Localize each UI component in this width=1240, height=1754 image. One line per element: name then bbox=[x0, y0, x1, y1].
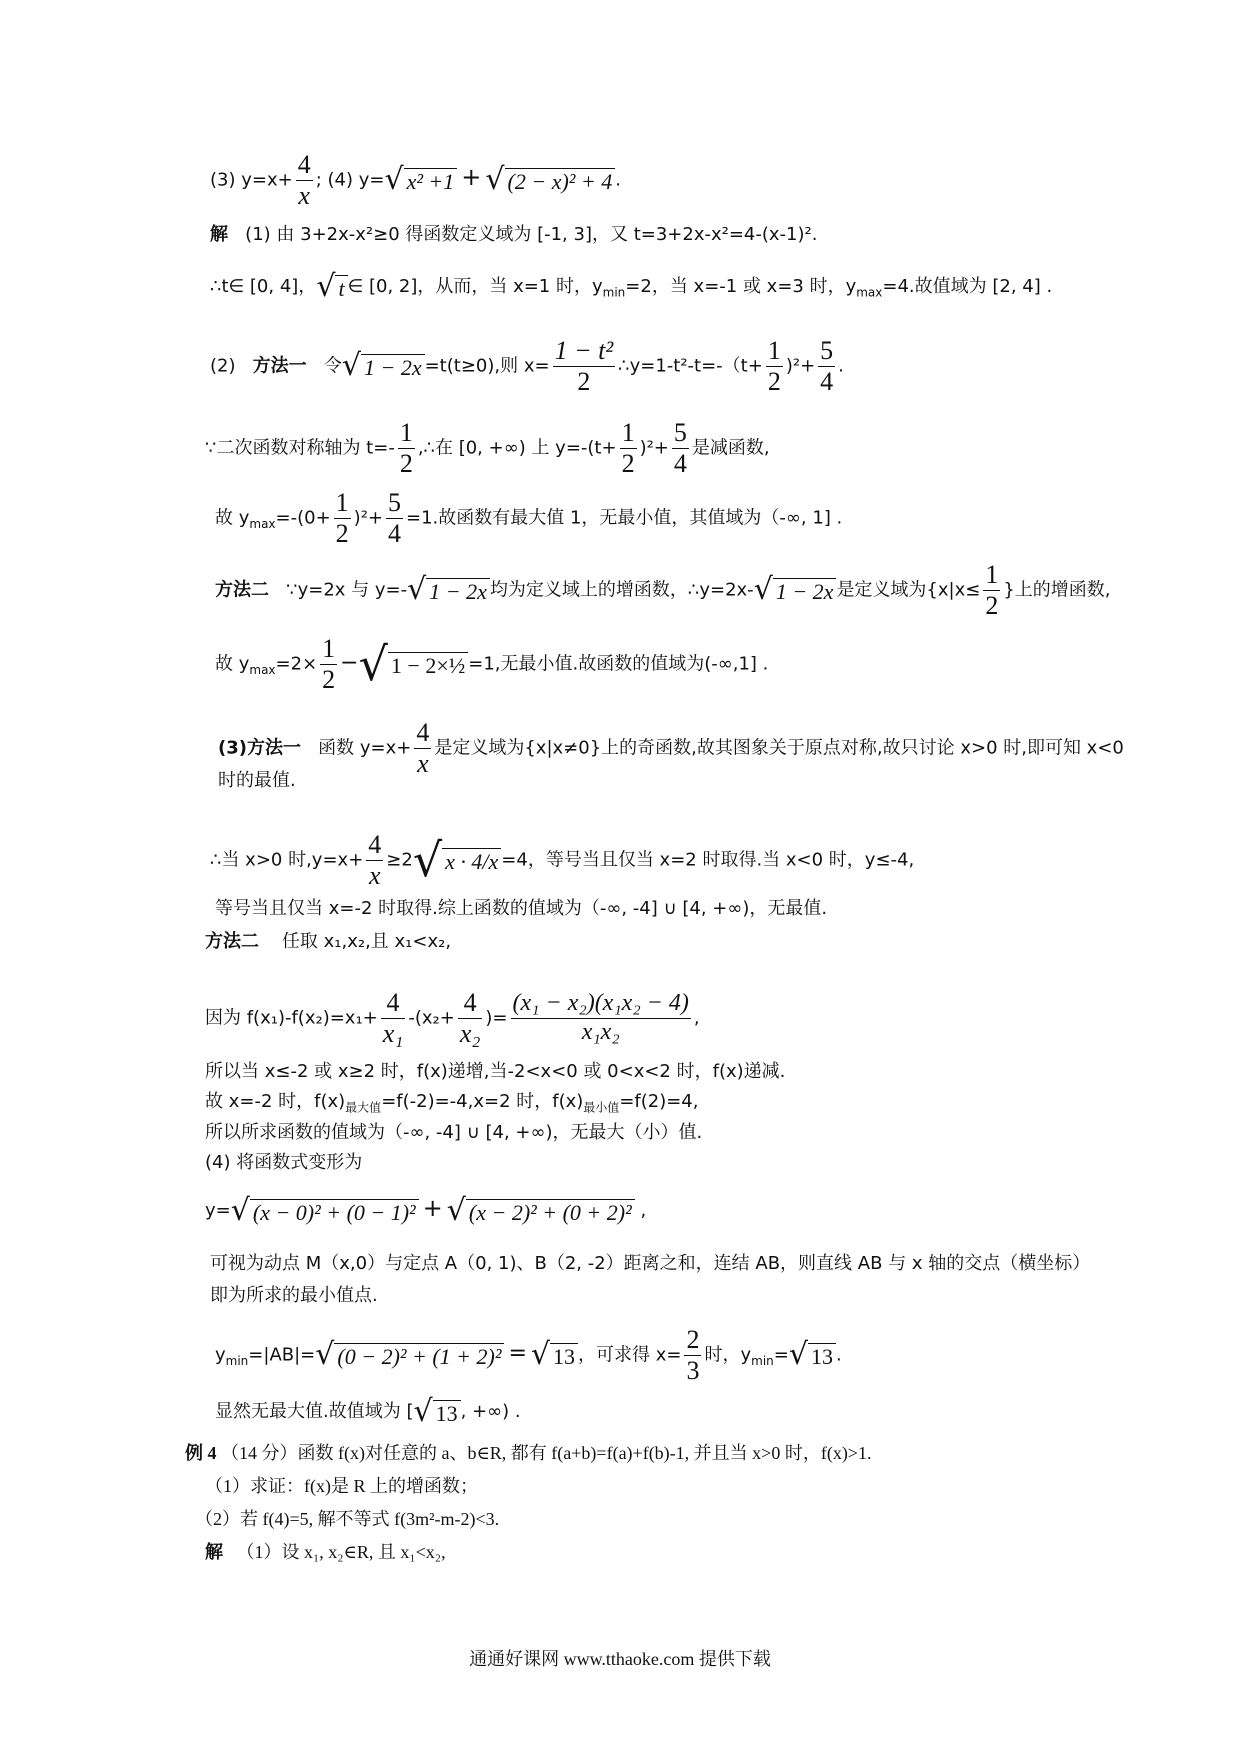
line-04 bbox=[210, 336, 844, 397]
label-method-1: 方法一 bbox=[252, 355, 307, 377]
line-27 bbox=[205, 1543, 446, 1561]
text: ; (4) y= bbox=[315, 169, 385, 191]
text: − bbox=[340, 650, 359, 676]
text: , bbox=[693, 1007, 700, 1029]
line-15 bbox=[205, 1063, 785, 1081]
text: （2）若 f(4)=5, 解不等式 f(3m²-m-2)<3. bbox=[195, 1509, 500, 1529]
sqrt: √ 13 bbox=[413, 1397, 460, 1427]
text: 所以当 x≤-2 或 x≥2 时，f(x)递增,当-2<x<0 或 0<x<2 时，f(x)递减. bbox=[205, 1061, 786, 1082]
fraction: $\frac{5}{4}$ bbox=[673, 418, 687, 478]
text: =2，当 x=-1 或 x=3 时，y bbox=[625, 276, 857, 297]
text: ,∴在 [0, +∞) 上 y=-(t+ bbox=[417, 437, 617, 459]
sqrt: √ (x − 2)² + (0 + 2)² bbox=[447, 1196, 635, 1226]
text: 均为定义域上的增函数，∴y=2x- bbox=[489, 579, 754, 601]
line-03 bbox=[210, 269, 1053, 304]
text: . bbox=[615, 169, 621, 191]
fraction: $\frac{4}{\text{x₁}}$ bbox=[382, 988, 404, 1048]
sqrt: √ t bbox=[316, 272, 347, 302]
text: , bbox=[640, 1200, 647, 1221]
fraction: $\frac{\text{(x₁ − x₂)(x₁x₂ − 4)}}{\text{x₁x₂}}$ bbox=[512, 990, 689, 1045]
text: =f(2)=4, bbox=[619, 1091, 699, 1112]
fraction: $\frac{4}{x}$ bbox=[297, 150, 311, 210]
text: =4.故值域为 [2, 4] . bbox=[882, 276, 1053, 297]
line-11 bbox=[210, 830, 914, 891]
sqrt: √ 13 bbox=[789, 1340, 836, 1370]
line-06 bbox=[215, 488, 842, 549]
text: + bbox=[461, 163, 482, 192]
text: ∵二次函数对称轴为 t=- bbox=[205, 437, 395, 459]
text: . bbox=[835, 1344, 842, 1366]
text: 因为 f(x₁)-f(x₂)=x₁+ bbox=[205, 1007, 378, 1029]
line-23 bbox=[215, 1394, 521, 1429]
line-21 bbox=[210, 1287, 378, 1305]
line-14 bbox=[205, 988, 700, 1049]
line-02 bbox=[210, 226, 817, 244]
text: ∵y=2x 与 y=- bbox=[286, 579, 408, 601]
text: }上的增函数, bbox=[1003, 579, 1111, 601]
text: 时的最值. bbox=[218, 770, 296, 791]
line-18 bbox=[205, 1154, 362, 1172]
example-label: 例 4 bbox=[185, 1443, 217, 1463]
sqrt: √ (0 − 2)² + (1 + 2)² bbox=[315, 1340, 504, 1370]
text: =-(0+ bbox=[275, 507, 331, 529]
line-19 bbox=[205, 1193, 647, 1228]
text: 所以所求函数的值域为（-∞, -4] ∪ [4, +∞)，无最大（小）值. bbox=[205, 1122, 703, 1143]
text: （14 分）函数 f(x)对任意的 a、b∈R, 都有 f(a+b)=f(a)+f(b)-1, 并且当 x>0 时，f(x)>1. bbox=[221, 1443, 872, 1463]
text: =f(-2)=-4,x=2 时，f(x) bbox=[381, 1091, 584, 1112]
subscript: min bbox=[602, 285, 626, 300]
text: (2) bbox=[210, 355, 236, 377]
text: =1,无最小值.故函数的值域为(-∞,1] . bbox=[468, 653, 769, 675]
text: 函数 y=x+ bbox=[318, 737, 412, 759]
line-22 bbox=[215, 1325, 842, 1386]
sqrt: √ x · 4/x bbox=[413, 837, 501, 883]
sqrt: √ 1 − 2×½ bbox=[359, 641, 469, 687]
text: =t(t≥0),则 x= bbox=[424, 355, 550, 377]
text: 是定义域为{x|x≠0}上的奇函数,故其图象关于原点对称,故只讨论 x>0 时,即可知 x<0 bbox=[434, 737, 1124, 759]
text: ∴y=1-t²-t=-（t+ bbox=[618, 355, 763, 377]
text: 令 bbox=[323, 355, 342, 377]
subscript: 最小值 bbox=[583, 1100, 620, 1115]
text: =2× bbox=[275, 653, 318, 675]
fraction: $\frac{5}{4}$ bbox=[820, 336, 834, 396]
text: 是减函数, bbox=[691, 437, 770, 459]
text: 即为所求的最小值点. bbox=[210, 1285, 378, 1306]
text: -(x₂+ bbox=[408, 1007, 455, 1029]
line-25 bbox=[205, 1477, 478, 1495]
text: ∴t∈ [0, 4]， bbox=[210, 276, 317, 297]
sqrt: √ 1 − 2x bbox=[407, 575, 490, 605]
fraction: $\frac{4}{x}$ bbox=[368, 830, 382, 890]
text: (1) 由 3+2x-x²≥0 得函数定义域为 [-1, 3]，又 t=3+2x-x²=4-(x-1)². bbox=[245, 224, 818, 245]
fraction: $\frac{2}{3}$ bbox=[686, 1325, 700, 1385]
label-method-1: (3)方法一 bbox=[218, 737, 301, 759]
text: 是定义域为{x|x≤ bbox=[836, 579, 981, 601]
line-24 bbox=[185, 1444, 871, 1462]
sqrt: √ (x − 0)² + (0 − 1)² bbox=[231, 1196, 419, 1226]
text: =|AB|= bbox=[248, 1344, 316, 1366]
subscript: min bbox=[225, 1353, 249, 1368]
line-26 bbox=[195, 1510, 499, 1528]
line-10 bbox=[218, 772, 296, 790]
subscript: min bbox=[751, 1353, 774, 1368]
fraction: $\frac{\text{1 − t²}}{2}$ bbox=[554, 336, 614, 396]
text: ∈ [0, 2]，从而，当 x=1 时，y bbox=[347, 276, 603, 297]
text: 时，y bbox=[704, 1344, 752, 1366]
sqrt: √ 1 − 2x bbox=[754, 575, 837, 605]
text: =4，等号当且仅当 x=2 时取得.当 x<0 时，y≤-4, bbox=[501, 849, 915, 871]
line-07 bbox=[215, 560, 1111, 621]
text: y bbox=[215, 1344, 226, 1366]
text: )= bbox=[485, 1007, 508, 1029]
label-method-2: 方法二 bbox=[205, 931, 259, 952]
line-12 bbox=[215, 900, 827, 918]
text: , +∞) . bbox=[460, 1401, 521, 1422]
text: ≥2 bbox=[386, 849, 413, 871]
line-20 bbox=[210, 1255, 1090, 1273]
fraction: $\frac{1}{2}$ bbox=[621, 418, 635, 478]
sqrt: √ x² +1 bbox=[384, 165, 457, 195]
fraction: $\frac{1}{2}$ bbox=[399, 418, 413, 478]
label-solution: 解 bbox=[205, 1542, 223, 1562]
text: = bbox=[508, 1341, 527, 1367]
fraction: $\frac{4}{x}$ bbox=[416, 718, 430, 778]
line-17 bbox=[205, 1124, 702, 1142]
fraction: $\frac{1}{2}$ bbox=[322, 634, 336, 694]
text: （1）设 x₁, x₂∈R, 且 x₁<x₂, bbox=[236, 1542, 446, 1562]
subscript: max bbox=[249, 662, 276, 677]
text: (4) 将函数式变形为 bbox=[205, 1152, 363, 1173]
text: 故 y bbox=[215, 653, 250, 675]
text: 显然无最大值.故值域为 [ bbox=[215, 1401, 414, 1422]
text: y= bbox=[205, 1200, 231, 1221]
subscript: 最大值 bbox=[345, 1100, 382, 1115]
text: =1.故函数有最大值 1，无最小值，其值域为（-∞, 1] . bbox=[406, 507, 843, 529]
text: . bbox=[838, 355, 844, 377]
label-solution: 解 bbox=[210, 224, 228, 245]
label-method-2: 方法二 bbox=[215, 579, 269, 601]
text: 故 x=-2 时，f(x) bbox=[205, 1091, 346, 1112]
text: (3) y=x+ bbox=[210, 169, 293, 191]
line-05 bbox=[205, 418, 770, 479]
subscript: max bbox=[856, 285, 883, 300]
footer-source: 通通好课网 www.tthaoke.com 提供下载 bbox=[469, 1649, 771, 1669]
line-09 bbox=[218, 718, 1124, 779]
subscript: max bbox=[249, 516, 276, 531]
text: )²+ bbox=[353, 507, 383, 529]
text: 可视为动点 M（x,0）与定点 A（0, 1)、B（2, -2）距离之和，连结 AB，则直线 AB 与 x 轴的交点（横坐标） bbox=[210, 1253, 1091, 1274]
fraction: $\frac{1}{2}$ bbox=[335, 488, 349, 548]
text: = bbox=[773, 1344, 789, 1366]
sqrt: √ 1 − 2x bbox=[342, 351, 425, 381]
text: )²+ bbox=[639, 437, 669, 459]
line-01 bbox=[210, 150, 621, 211]
line-13 bbox=[205, 933, 451, 951]
text: （1）求证：f(x)是 R 上的增函数； bbox=[205, 1476, 478, 1496]
text: ，可求得 x= bbox=[578, 1344, 682, 1366]
text: + bbox=[422, 1194, 443, 1222]
fraction: $\frac{1}{2}$ bbox=[767, 336, 781, 396]
sqrt: √ 13 bbox=[531, 1340, 578, 1370]
text: 故 y bbox=[215, 507, 250, 529]
line-16 bbox=[205, 1093, 698, 1114]
fraction: $\frac{1}{2}$ bbox=[985, 560, 999, 620]
text: 任取 x₁,x₂,且 x₁<x₂, bbox=[281, 931, 452, 952]
text: 等号当且仅当 x=-2 时取得.综上函数的值域为（-∞, -4] ∪ [4, +∞)，无最值. bbox=[215, 898, 828, 919]
text: )²+ bbox=[785, 355, 816, 377]
text: ∴当 x>0 时,y=x+ bbox=[210, 849, 364, 871]
line-08 bbox=[215, 634, 768, 695]
sqrt: √ (2 − x)² + 4 bbox=[485, 165, 615, 195]
fraction: $\frac{4}{\text{x₂}}$ bbox=[459, 988, 481, 1048]
fraction: $\frac{5}{4}$ bbox=[388, 488, 401, 548]
